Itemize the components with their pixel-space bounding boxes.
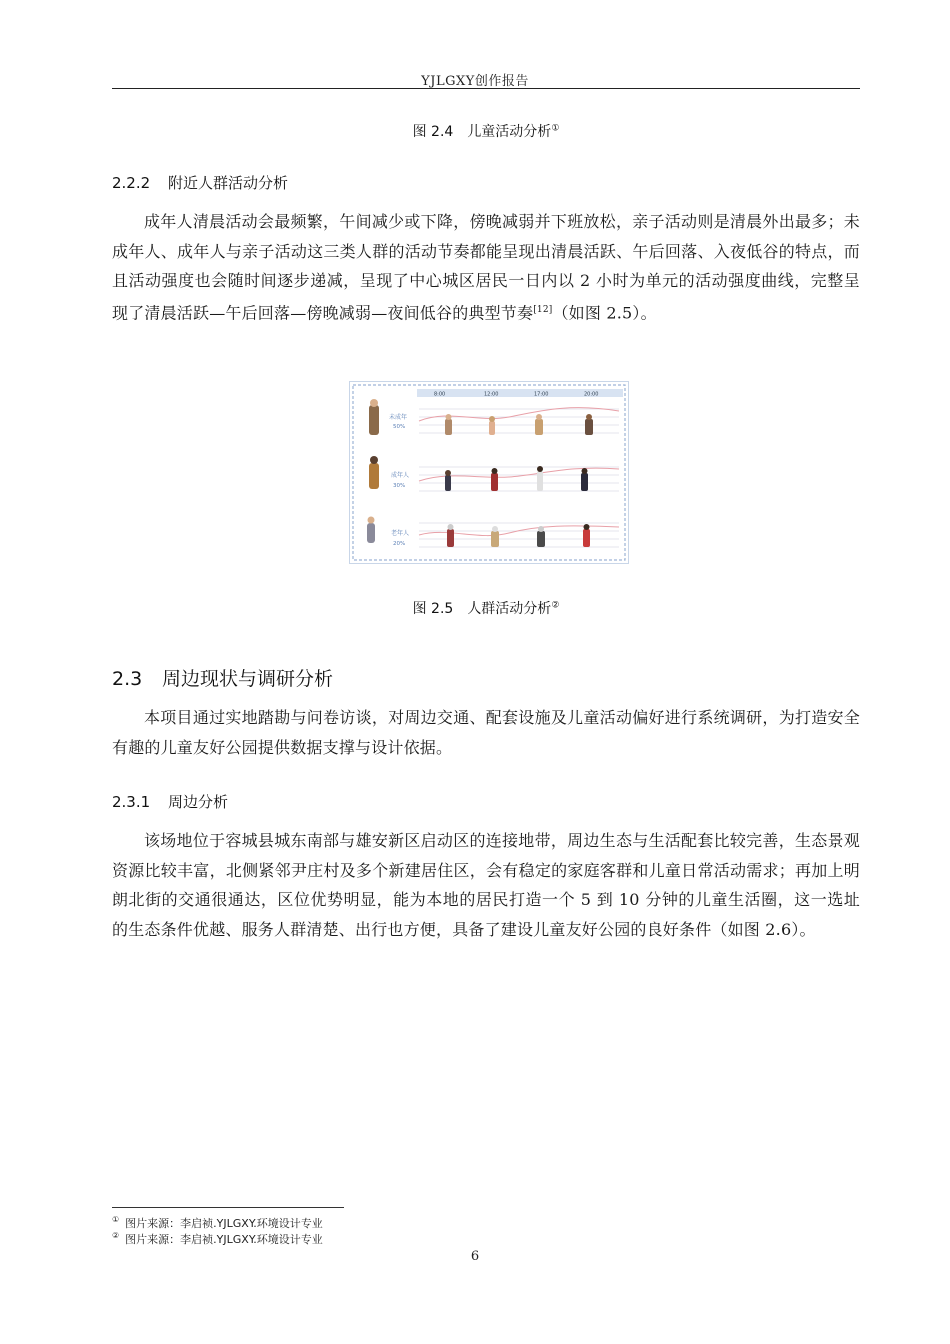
header-rule (112, 88, 860, 89)
group-label-adults: 成年人 (391, 472, 410, 479)
figure-2-5-crowd-activity-image (349, 381, 629, 564)
section-number: 2.3 (112, 668, 143, 690)
figure-2-5-caption (112, 598, 860, 618)
paragraph-survey-intro (112, 703, 860, 762)
section-number: 2.2.2 (112, 174, 151, 192)
section-title: 周边现状与调研分析 (162, 668, 334, 690)
footnote-2 (112, 1231, 323, 1247)
citation-marker: [12] (533, 304, 553, 315)
footnote-mark: ① (112, 1215, 120, 1225)
group-label-elderly: 老年人 (391, 530, 410, 537)
footnote-text: 图片来源：李启祯.YJLGXY.环境设计专业 (125, 1233, 323, 1246)
time-label-4: 20:00 (584, 391, 599, 398)
footnote-marker: ① (551, 123, 560, 134)
time-label-1: 8:00 (434, 391, 446, 398)
figure-title: 儿童活动分析 (467, 124, 552, 140)
figure-number: 图 2.5 (412, 601, 454, 617)
group-label-minors: 未成年 (389, 414, 408, 421)
group-pct-minors: 50% (393, 424, 406, 430)
paragraph-tail: （如图 2.5）。 (552, 302, 657, 322)
group-pct-adults: 30% (393, 483, 406, 489)
figure-title: 人群活动分析 (467, 601, 552, 617)
paragraph-text: 本项目通过实地踏勘与问卷访谈，对周边交通、配套设施及儿童活动偏好进行系统调研，为打造安全有趣的儿童友好公园提供数据支撑与设计依据。 (112, 708, 860, 757)
footnote-mark: ② (112, 1231, 120, 1241)
group-pct-elderly: 20% (393, 541, 406, 547)
section-title: 附近人群活动分析 (168, 174, 289, 192)
paragraph-text: 该场地位于容城县城东南部与雄安新区启动区的连接地带，周边生态与生活配套比较完善，生态景观资源比较丰富，北侧紧邻尹庄村及多个新建居住区，会有稳定的家庭客群和儿童日常活动需求；再加上明朗北街的交通很通达，区位优势明显，能为本地的居民打造一个 5 到 10 分钟的儿童生活圈，这一选址的生态条件优越、服务人群清楚、出行也方便，具备了建设儿童友好公园的良好条件（如图 2.6）。 (112, 831, 860, 939)
paragraph-crowd-activity (112, 207, 860, 327)
paragraph-text: 成年人清晨活动会最频繁，午间减少或下降，傍晚减弱并下班放松，亲子活动则是清晨外出最多；未成年人、成年人与亲子活动这三类人群的活动节奏都能呈现出清晨活跃、午后回落、入夜低谷的特点，而且活动强度也会随时间逐步递减，呈现了中心城区居民一日内以 2 小时为单元的活动强度曲线，完整呈现了清晨活跃—午后回落—傍晚减弱—夜间低谷的典型节奏 (112, 212, 860, 322)
section-title: 周边分析 (168, 793, 229, 811)
footnote-marker: ② (551, 600, 560, 611)
footnote-1 (112, 1215, 323, 1231)
time-label-3: 17:00 (534, 391, 549, 398)
page-header-title: YJLGXY创作报告 (421, 74, 529, 89)
footnote-text: 图片来源：李启祯.YJLGXY.环境设计专业 (125, 1217, 323, 1230)
section-2-2-2-heading (112, 172, 288, 193)
footnote-rule (112, 1207, 344, 1208)
page-number: 6 (470, 1249, 480, 1264)
section-number: 2.3.1 (112, 793, 151, 811)
section-2-3-heading (112, 664, 333, 691)
time-label-2: 12:00 (484, 391, 499, 398)
figure-2-4-caption (112, 121, 860, 141)
paragraph-surrounding-analysis (112, 826, 860, 944)
section-2-3-1-heading (112, 791, 228, 812)
figure-number: 图 2.4 (412, 124, 454, 140)
